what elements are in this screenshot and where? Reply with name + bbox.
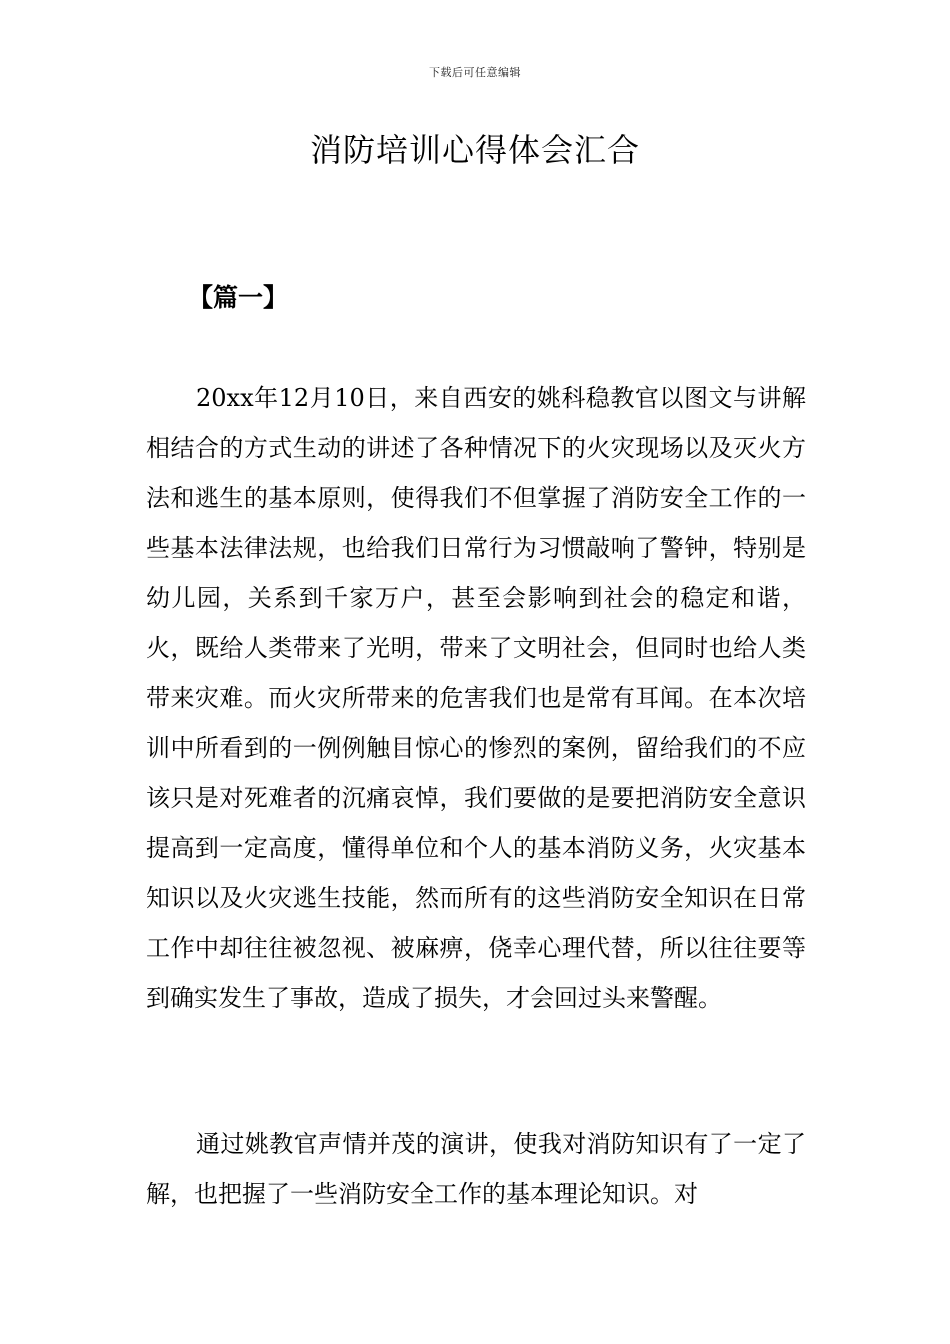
section-label: 【篇一】: [188, 283, 289, 312]
document-title: 消防培训心得体会汇合: [309, 131, 640, 169]
body-paragraph-1: 20xx年12月10日，来自西安的姚科稳教官以图文与讲解相结合的方式生动的讲述了各种情况下的火灾现场以及灭火方法和逃生的基本原则，使得我们不但掌握了消防安全工作的一些基本法律法规，也给我们日常行为习惯敲响了警钟，特别是幼儿园，关系到千家万户，甚至会影响到社会的稳定和谐，火，既给人类带来了光明，带来了文明社会，但同时也给人类带来灾难。而火灾所带来的危害我们也是常有耳闻。在本次培训中所看到的一例例触目惊心的惨烈的案例，留给我们的不应该只是对死难者的沉痛哀悼，我们要做的是要把消防安全意识提高到一定高度，懂得单位和个人的基本消防义务，火灾基本知识以及火灾逃生技能，然而所有的这些消防安全知识在日常工作中却往往被忽视、被麻痹，侥幸心理代替，所以往往要等到确实发生了事故，造成了损失，才会回过头来警醒。: [146, 384, 806, 1012]
body-paragraph-2: 通过姚教官声情并茂的演讲，使我对消防知识有了一定了解，也把握了一些消防安全工作的基本理论知识。对: [146, 1130, 806, 1208]
header-note: 下载后可任意编辑: [429, 66, 521, 79]
